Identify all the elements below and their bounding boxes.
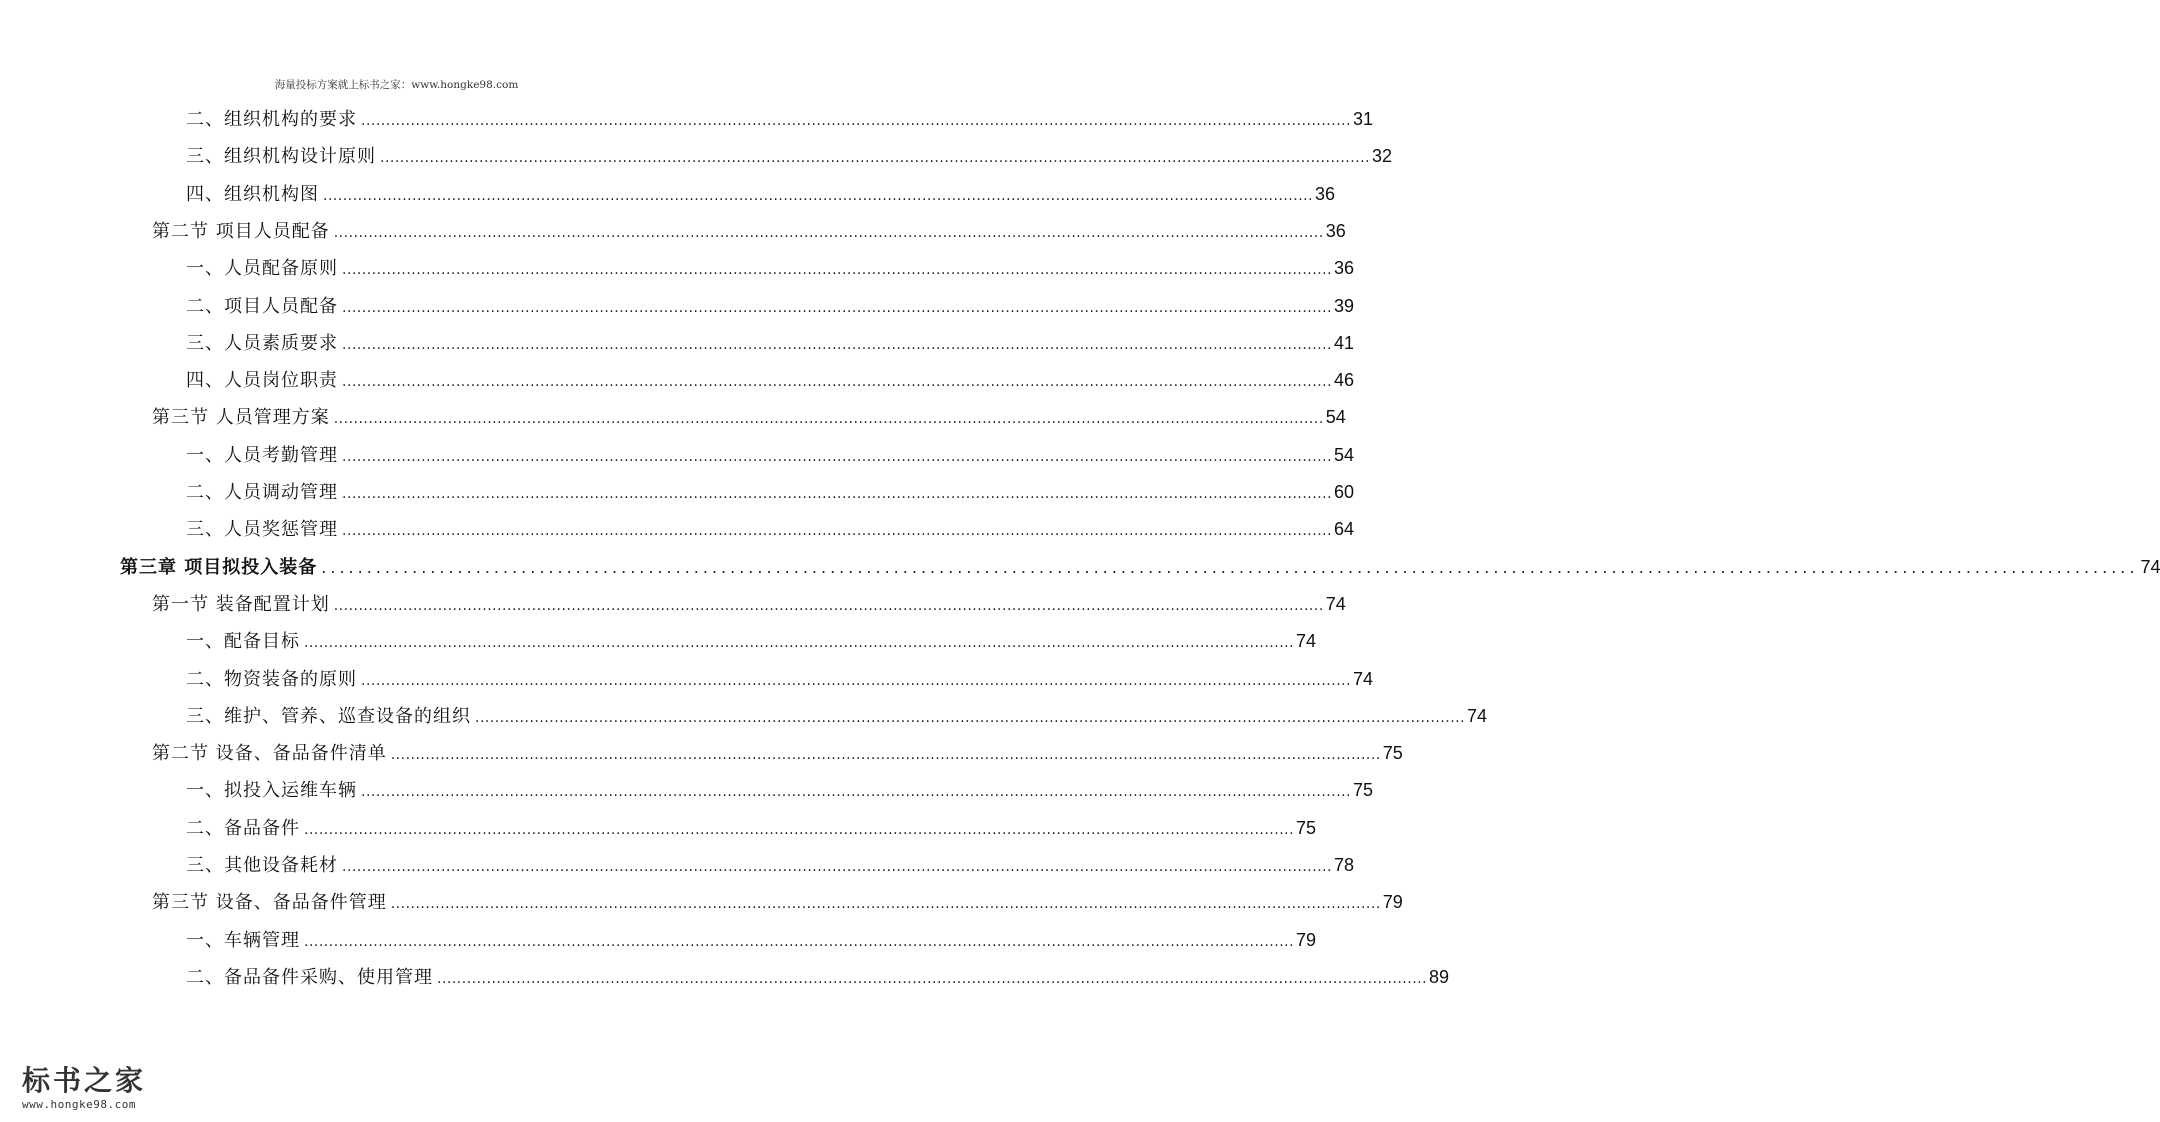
toc-entry-page: 41 <box>1334 333 1355 353</box>
toc-dot-leader: ........................................................................................................................................................................................................ <box>361 113 1352 129</box>
toc-entry-page: 75 <box>1382 743 1403 763</box>
toc-dot-leader: ........................................................................................................................................................................................................ <box>437 971 1428 987</box>
toc-entry[interactable] <box>186 479 1355 505</box>
toc-entry[interactable] <box>152 218 1346 244</box>
toc-entry-title: 一、人员配备原则 <box>186 258 338 279</box>
toc-entry-page: 78 <box>1334 855 1355 875</box>
toc-dot-leader: ........................................................................................................................................................................................................ <box>333 598 1324 614</box>
toc-dot-leader: ........................................................................................................................................................................................................ <box>390 747 1381 763</box>
toc-entry[interactable] <box>186 330 1355 356</box>
toc-entry-page: 74 <box>1325 594 1346 614</box>
toc-entry-title: 二、组织机构的要求 <box>186 109 357 130</box>
toc-dot-leader: ........................................................................................................................................................................................................ <box>323 188 1314 204</box>
toc-dot-leader: ........................................................................................................................................................................................................ <box>333 225 1324 241</box>
toc-dot-leader: ........................................................................................................................................................................................................ <box>304 822 1295 838</box>
toc-dot-leader: ........................................................................................................................................................................................................ <box>342 262 1333 278</box>
toc-entry-title: 三、其他设备耗材 <box>186 855 338 876</box>
toc-entry-page: 74 <box>2140 557 2160 577</box>
toc-entry-page: 31 <box>1353 109 1374 129</box>
toc-entry-page: 36 <box>1325 221 1346 241</box>
toc-entry[interactable] <box>186 516 1355 542</box>
toc-entry[interactable] <box>120 554 2160 580</box>
toc-entry-title: 二、备品备件采购、使用管理 <box>186 967 433 988</box>
toc-entry[interactable] <box>186 367 1355 393</box>
toc-entry-page: 39 <box>1334 296 1355 316</box>
toc-dot-leader: ........................................................................................................................................................................................................ <box>342 859 1333 875</box>
toc-entry-page: 64 <box>1334 519 1355 539</box>
toc-entry-page: 74 <box>1296 631 1317 651</box>
toc-dot-leader: ........................................................................................................................................................................................................ <box>361 673 1352 689</box>
toc-entry[interactable] <box>152 889 1403 915</box>
toc-entry[interactable] <box>186 106 1374 132</box>
toc-entry-page: 54 <box>1325 407 1346 427</box>
toc-dot-leader: ........................................................................................................................................................................................................ <box>304 635 1295 651</box>
toc-entry-title: 第三节 设备、备品备件管理 <box>152 892 387 913</box>
toc-entry[interactable] <box>186 628 1317 654</box>
toc-dot-leader: ........................................................................................................................................................................................................ <box>380 150 1371 166</box>
toc-entry-page: 36 <box>1334 258 1355 278</box>
toc-entry[interactable] <box>186 815 1317 841</box>
toc-entry[interactable] <box>186 964 1450 990</box>
logo-url: www.hongke98.com <box>22 1098 136 1111</box>
toc-entry[interactable] <box>186 703 1488 729</box>
toc-entry[interactable] <box>186 442 1355 468</box>
toc-entry[interactable] <box>186 927 1317 953</box>
toc-entry-title: 一、车辆管理 <box>186 930 300 951</box>
toc-entry-page: 89 <box>1429 967 1450 987</box>
toc-entry-title: 三、人员素质要求 <box>186 333 338 354</box>
toc-entry[interactable] <box>152 591 1346 617</box>
toc-entry-title: 三、组织机构设计原则 <box>186 146 376 167</box>
toc-entry-page: 74 <box>1353 669 1374 689</box>
toc-dot-leader: ........................................................................................................................................................................................................ <box>361 784 1352 800</box>
toc-entry[interactable] <box>186 181 1336 207</box>
toc-entry-title: 四、人员岗位职责 <box>186 370 338 391</box>
toc-entry-title: 第一节 装备配置计划 <box>152 594 330 615</box>
toc-dot-leader: ........................................................................................................................................................................................................ <box>390 896 1381 912</box>
toc-entry[interactable] <box>186 255 1355 281</box>
toc-entry-title: 一、拟投入运维车辆 <box>186 780 357 801</box>
toc-entry[interactable] <box>186 852 1355 878</box>
toc-dot-leader: ........................................................................................................................................................................................................ <box>333 411 1324 427</box>
toc-entry-title: 第三节 人员管理方案 <box>152 407 330 428</box>
toc-entry-title: 二、备品备件 <box>186 818 300 839</box>
toc-dot-leader: ........................................................................................................................................................................................................ <box>475 710 1466 726</box>
toc-entry-page: 32 <box>1372 146 1393 166</box>
toc-entry-title: 三、人员奖惩管理 <box>186 519 338 540</box>
toc-dot-leader: ........................................................................................................................................................................................................ <box>342 449 1333 465</box>
toc-dot-leader: ........................................................................................................................................................................................................ <box>342 523 1333 539</box>
toc-entry-page: 46 <box>1334 370 1355 390</box>
toc-entry-title: 三、维护、管养、巡查设备的组织 <box>186 706 471 727</box>
toc-dot-leader: ........................................................................................................................................................................................................ <box>321 558 2139 577</box>
logo-name: 标书之家 <box>22 1064 147 1097</box>
toc-dot-leader: ........................................................................................................................................................................................................ <box>342 337 1333 353</box>
toc-entry-title: 一、人员考勤管理 <box>186 445 338 466</box>
page-header: 海量投标方案就上标书之家：www.hongke98.com <box>274 79 519 91</box>
site-logo <box>22 1064 172 1112</box>
toc-entry-page: 75 <box>1296 818 1317 838</box>
toc-entry-page: 54 <box>1334 445 1355 465</box>
toc-entry-page: 79 <box>1382 892 1403 912</box>
toc-entry-title: 一、配备目标 <box>186 631 300 652</box>
toc-entry-page: 79 <box>1296 930 1317 950</box>
toc-entry[interactable] <box>152 740 1403 766</box>
toc-entry[interactable] <box>152 404 1346 430</box>
toc-entry-title: 四、组织机构图 <box>186 184 319 205</box>
toc-dot-leader: ........................................................................................................................................................................................................ <box>304 934 1295 950</box>
toc-entry-page: 36 <box>1315 184 1336 204</box>
toc-dot-leader: ........................................................................................................................................................................................................ <box>342 486 1333 502</box>
toc-entry[interactable] <box>186 777 1374 803</box>
toc-entry[interactable] <box>186 666 1374 692</box>
toc-entry-title: 第二节 项目人员配备 <box>152 221 330 242</box>
toc-dot-leader: ........................................................................................................................................................................................................ <box>342 374 1333 390</box>
toc-entry-title: 第三章 项目拟投入装备 <box>120 557 318 578</box>
toc-entry-page: 75 <box>1353 780 1374 800</box>
toc-entry-title: 二、项目人员配备 <box>186 296 338 317</box>
toc-entry-page: 74 <box>1467 706 1488 726</box>
toc-entry-page: 60 <box>1334 482 1355 502</box>
toc-entry[interactable] <box>186 293 1355 319</box>
toc-entry-title: 第二节 设备、备品备件清单 <box>152 743 387 764</box>
toc-dot-leader: ........................................................................................................................................................................................................ <box>342 300 1333 316</box>
toc-entry-title: 二、物资装备的原则 <box>186 669 357 690</box>
toc-entry-title: 二、人员调动管理 <box>186 482 338 503</box>
toc-entry[interactable] <box>186 143 1393 169</box>
